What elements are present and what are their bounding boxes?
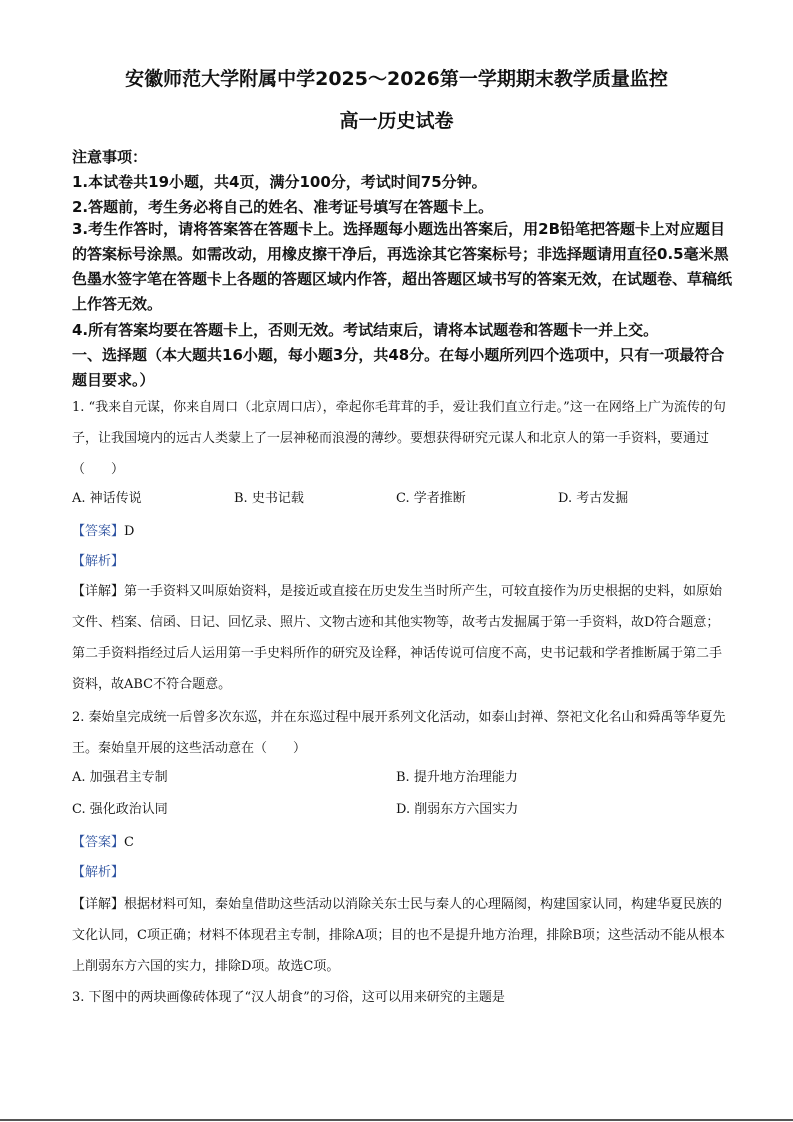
detail-label: 【详解】 <box>72 897 125 912</box>
detail-label: 【详解】 <box>72 584 125 599</box>
question-2-option-d: D. 削弱东方六国实力 <box>396 802 519 817</box>
question-2-option-c: C. 强化政治认同 <box>72 802 168 817</box>
question-2-analysis-label <box>72 857 732 888</box>
question-2-option-a: A. 加强君主专制 <box>72 770 168 785</box>
note-item-4: 4.所有答案均要在答题卡上，否则无效。考试结束后，请将本试题卷和答题卡一并上交。 <box>72 321 659 339</box>
question-1-answer <box>72 516 732 547</box>
answer-label: 【答案】 <box>72 835 125 850</box>
note-item-2: 2.答题前，考生务必将自己的姓名、准考证号填写在答题卡上。 <box>72 198 494 216</box>
question-1-stem: 1. “我来自元谋，你来自周口（北京周口店），牵起你毛茸茸的手，爱让我们直立行走。”这一在网络上广为流传的句子，让我国境内的远古人类蒙上了一层神秘而浪漫的薄纱。要想获得研究元谋人和北京人的第一手资料，要通过（ ） <box>72 400 726 477</box>
question-2-stem: 2. 秦始皇完成统一后曾多次东巡，并在东巡过程中展开系列文化活动，如泰山封禅、祭祀文化名山和舜禹等华夏先王。秦始皇开展的这些活动意在（ ） <box>72 710 726 756</box>
analysis-label: 【解析】 <box>72 554 125 569</box>
question-2-answer <box>72 827 732 858</box>
section-heading: 一、选择题（本大题共16小题，每小题3分，共48分。在每小题所列四个选项中，只有一项最符合题目要求。） <box>72 346 725 389</box>
note-item-1: 1.本试卷共19小题，共4页，满分100分，考试时间75分钟。 <box>72 173 487 191</box>
page-bottom-border <box>0 1119 793 1121</box>
question-1-option-a: A. 神话传说 <box>72 491 142 506</box>
detail-text: 根据材料可知，秦始皇借助这些活动以消除关东士民与秦人的心理隔阂，构建国家认同，构建华夏民族的文化认同，C项正确；材料不体现君主专制，排除A项；目的也不是提升地方治理，排除B项；这些活动不能从根本上削弱东方六国的实力，排除D项。故选C项。 <box>72 897 725 974</box>
question-1-detail <box>72 576 732 700</box>
question-1-option-b: B. 史书记载 <box>234 491 304 506</box>
question-1-option-c: C. 学者推断 <box>396 491 466 506</box>
answer-label: 【答案】 <box>72 524 125 539</box>
exam-title: 安徽师范大学附属中学2025～2026第一学期期末教学质量监控 <box>125 68 668 90</box>
answer-value: D <box>124 524 135 539</box>
detail-text: 第一手资料又叫原始资料，是接近或直接在历史发生当时所产生，可较直接作为历史根据的史料，如原始文件、档案、信函、日记、回忆录、照片、文物古迹和其他实物等，故考古发掘属于第一手资料，故D符合题意；第二手资料指经过后人运用第一手史料所作的研究及诠释，神话传说可信度不高，史书记载和学者推断属于第二手资料，故ABC不符合题意。 <box>72 584 723 692</box>
note-item-3: 3.考生作答时，请将答案答在答题卡上。选择题每小题选出答案后，用2B铅笔把答题卡上对应题目的答案标号涂黑。如需改动，用橡皮擦干净后，再选涂其它答案标号；非选择题请用直径0.5毫米黑色墨水签字笔在答题卡上各题的答题区域内作答，超出答题区域书写的答案无效，在试题卷、草稿纸上作答无效。 <box>72 220 733 313</box>
question-1-option-d: D. 考古发掘 <box>558 491 629 506</box>
question-2-option-b: B. 提升地方治理能力 <box>396 770 518 785</box>
analysis-label: 【解析】 <box>72 865 125 880</box>
question-1-analysis-label <box>72 546 732 577</box>
question-2-detail <box>72 889 732 982</box>
answer-value: C <box>124 835 134 850</box>
exam-subtitle: 高一历史试卷 <box>339 110 454 132</box>
notes-heading: 注意事项： <box>72 148 148 166</box>
question-3-stem: 3. 下图中的两块画像砖体现了“汉人胡食”的习俗，这可以用来研究的主题是 <box>72 990 505 1005</box>
